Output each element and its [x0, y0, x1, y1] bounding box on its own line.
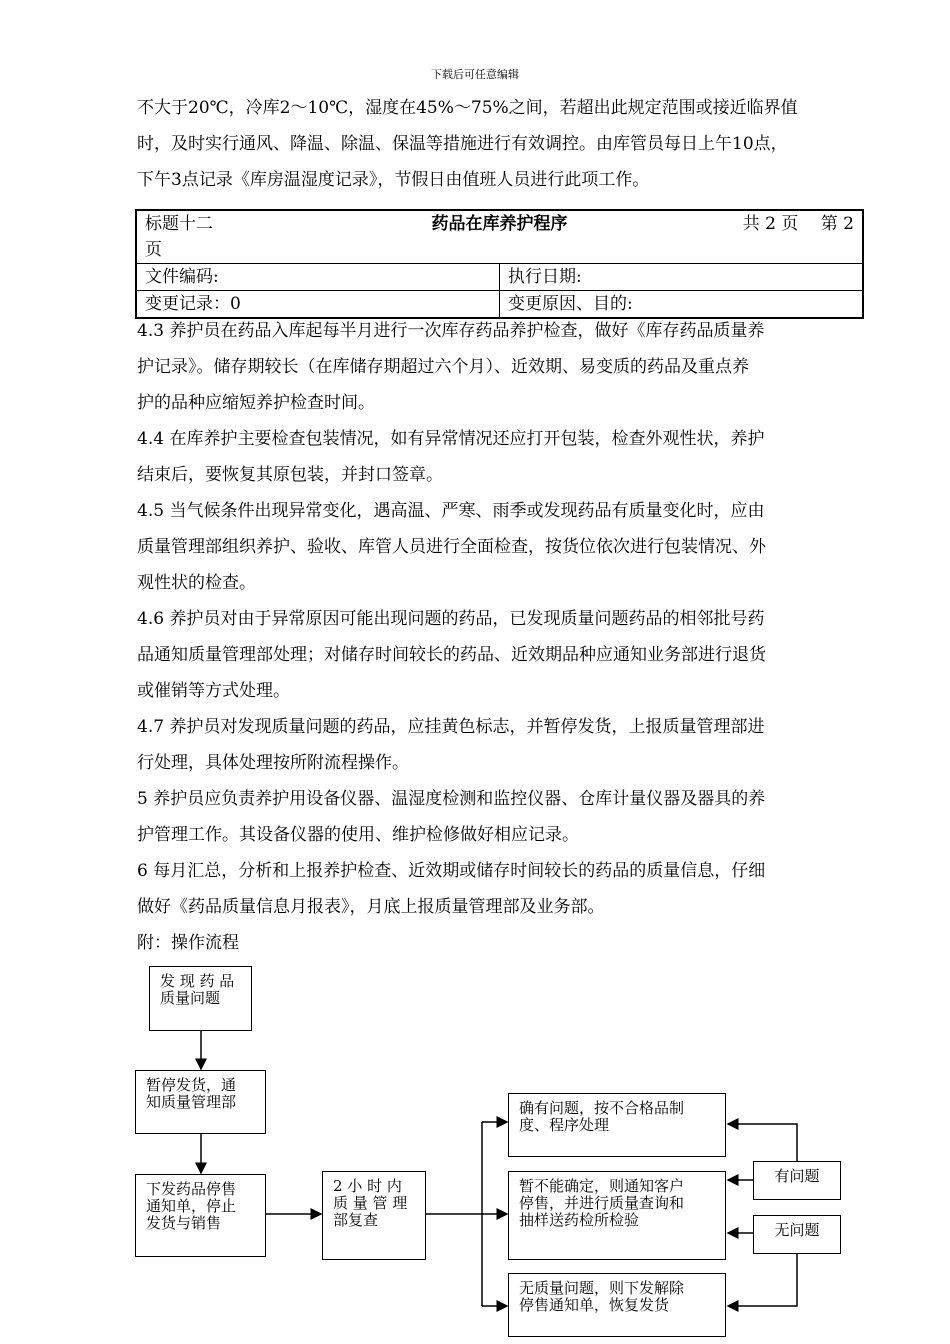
arrow-has-problem-to-confirmed	[728, 1124, 797, 1161]
section-line: 观性状的检查。	[137, 573, 256, 593]
change-reason-cell: 变更原因、目的:	[500, 291, 864, 319]
exec-date-cell: 执行日期:	[500, 264, 864, 291]
flow-text: 质 量 管 理	[333, 1194, 408, 1212]
flow-text: 有问题	[774, 1167, 820, 1185]
section-line: 护管理工作。其设备仪器的使用、维护检修做好相应记录。	[137, 825, 579, 845]
section-line: 质量管理部组织养护、验收、库管人员进行全面检查，按货位依次进行包装情况、外	[137, 537, 766, 557]
flow-box-no-problem	[753, 1215, 841, 1254]
section-line: 结束后，要恢复其原包装，并封口签章。	[137, 465, 443, 485]
section-line: 做好《药品质量信息月报表》，月底上报质量管理部及业务部。	[137, 897, 605, 917]
flow-text: 2 小 时 内	[333, 1177, 402, 1195]
page-count: 共 2 页 第 2	[742, 214, 854, 234]
flow-text: 抽样送药检所检验	[519, 1211, 640, 1229]
section-line: 5 养护员应负责养护用设备仪器、温湿度检测和监控仪器、仓库计量仪器及器具的养	[137, 789, 766, 809]
flow-text: 下发药品停售	[146, 1180, 237, 1198]
flow-box-has-problem	[753, 1161, 841, 1200]
intro-line: 下午3点记录《库房温湿度记录》，节假日由值班人员进行此项工作。	[137, 170, 650, 190]
flow-text: 停售通知单，恢复发货	[519, 1296, 670, 1314]
flow-text: 知质量管理部	[146, 1093, 237, 1111]
flow-text: 通知单，停止	[146, 1197, 237, 1215]
section-line: 品通知质量管理部处理；对储存时间较长的药品、近效期品种应通知业务部进行退货	[137, 645, 766, 665]
section-line: 或催销等方式处理。	[137, 681, 290, 701]
change-record-cell: 变更记录：0	[136, 291, 500, 319]
intro-line: 不大于20℃，冷库2～10℃，湿度在45%～75%之间，若超出此规定范围或接近临界值	[137, 98, 798, 118]
file-code-cell: 文件编码:	[136, 264, 500, 291]
document-title: 药品在库养护程序	[431, 214, 568, 234]
page-count-wrap: 页	[145, 240, 162, 260]
flow-box-found	[149, 966, 252, 1031]
title-number: 标题十二	[145, 214, 213, 234]
flow-box-stop-sale-notice	[135, 1174, 266, 1257]
flow-box-confirmed-problem	[508, 1093, 726, 1157]
flow-box-review	[322, 1171, 426, 1260]
flow-text: 发货与销售	[146, 1214, 222, 1232]
section-line: 行处理，具体处理按所附流程操作。	[137, 753, 409, 773]
intro-line: 时，及时实行通风、降温、除温、保温等措施进行有效调控。由库管员每日上午10点，	[137, 134, 788, 154]
arrow-no-problem-to-no-issue	[728, 1254, 797, 1306]
header-note: 下载后可任意编辑	[431, 68, 519, 81]
flow-text: 发 现 药 品	[160, 972, 235, 990]
section-line: 4.7 养护员对发现质量问题的药品，应挂黄色标志，并暂停发货，上报质量管理部进	[137, 717, 765, 737]
section-line: 4.3 养护员在药品入库起每半月进行一次库存药品养护检查，做好《库存药品质量养	[137, 321, 765, 341]
appendix-label: 附：操作流程	[137, 933, 239, 953]
section-line: 护的品种应缩短养护检查时间。	[137, 393, 375, 413]
flow-text: 部复查	[333, 1211, 379, 1229]
flow-text: 无质量问题，则下发解除	[519, 1279, 685, 1297]
section-line: 4.4 在库养护主要检查包装情况，如有异常情况还应打开包装，检查外观性状，养护	[137, 429, 765, 449]
flow-text: 停售，并进行质量查询和	[519, 1194, 685, 1212]
flow-box-suspend	[135, 1070, 266, 1134]
flow-box-no-issue	[508, 1273, 726, 1337]
flow-text: 暂不能确定，则通知客户	[519, 1177, 685, 1195]
flow-text: 暂停发货，通	[146, 1076, 237, 1094]
section-line: 6 每月汇总，分析和上报养护检查、近效期或储存时间较长的药品的质量信息，仔细	[137, 861, 766, 881]
flow-text: 无问题	[774, 1221, 820, 1239]
flow-text: 质量问题	[160, 989, 221, 1007]
flow-box-uncertain	[508, 1171, 726, 1260]
flow-text: 确有问题，按不合格品制	[519, 1099, 685, 1117]
section-line: 4.5 当气候条件出现异常变化，遇高温、严寒、雨季或发现药品有质量变化时，应由	[137, 501, 765, 521]
section-line: 护记录》。储存期较长（在库储存期超过六个月）、近效期、易变质的药品及重点养	[137, 357, 749, 377]
section-line: 4.6 养护员对由于异常原因可能出现问题的药品，已发现质量问题药品的相邻批号药	[137, 609, 765, 629]
flow-text: 度、程序处理	[519, 1116, 610, 1134]
